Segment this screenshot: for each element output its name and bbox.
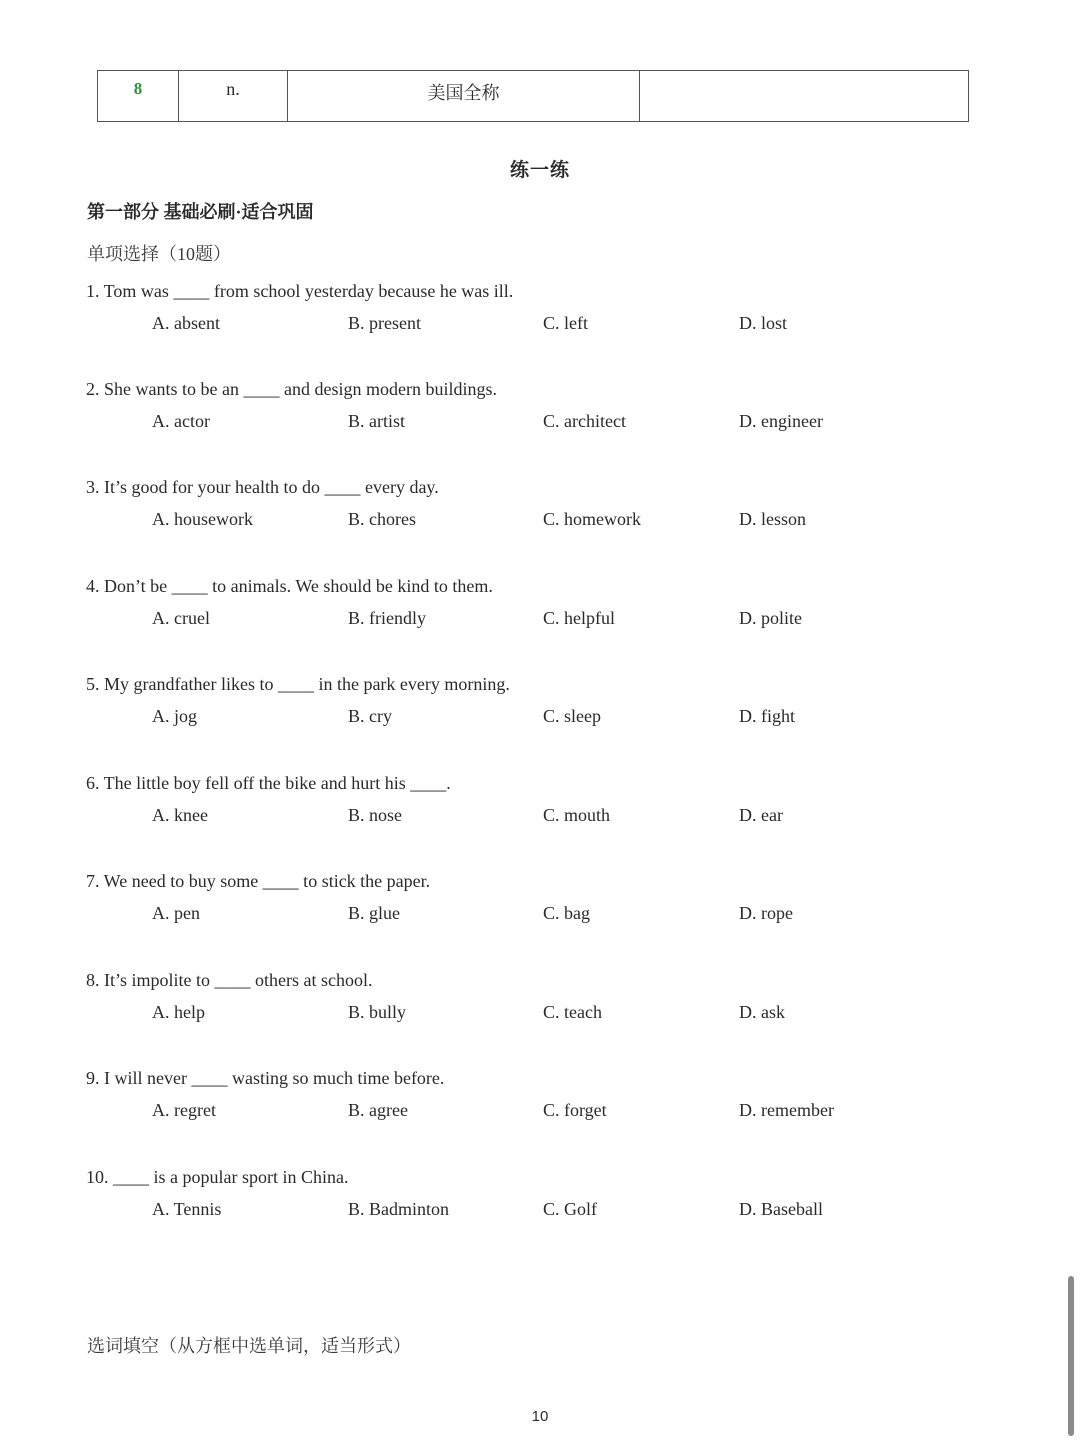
question-stem: 6. The little boy fell off the bike and hurt his ____. — [86, 773, 451, 793]
option-c: C. left — [543, 313, 588, 333]
option-b: B. chores — [348, 509, 416, 529]
question-4 — [0, 576, 1080, 646]
scrollbar[interactable] — [1068, 1276, 1074, 1436]
question-6 — [0, 773, 1080, 843]
option-c: C. bag — [543, 903, 590, 923]
description-cell: 美国全称 — [288, 71, 640, 122]
option-d: D. engineer — [739, 411, 823, 431]
question-1 — [0, 281, 1080, 351]
option-c: C. forget — [543, 1100, 607, 1120]
option-a: A. housework — [152, 509, 253, 529]
question-stem: 10. ____ is a popular sport in China. — [86, 1167, 349, 1187]
row-number: 8 — [98, 71, 179, 122]
option-d: D. lesson — [739, 509, 806, 529]
option-d: D. remember — [739, 1100, 834, 1120]
part-title: 第一部分 基础必刷·适合巩固 — [87, 202, 314, 222]
question-stem: 9. I will never ____ wasting so much time before. — [86, 1068, 445, 1088]
exercise-heading: 练一练 — [509, 160, 570, 181]
option-a: A. regret — [152, 1100, 216, 1120]
option-d: D. Baseball — [739, 1199, 823, 1219]
question-stem: 2. She wants to be an ____ and design modern buildings. — [86, 379, 497, 399]
table-row — [98, 71, 969, 122]
answer-cell — [640, 71, 969, 122]
option-d: D. polite — [739, 608, 802, 628]
vocabulary-table — [97, 70, 969, 122]
option-b: B. nose — [348, 805, 402, 825]
question-stem: 8. It’s impolite to ____ others at school. — [86, 970, 373, 990]
question-10 — [0, 1167, 1080, 1237]
option-a: A. help — [152, 1002, 205, 1022]
section-label-fill-in: 选词填空（从方框中选单词，适当形式） — [87, 1336, 411, 1356]
option-b: B. present — [348, 313, 421, 333]
question-3 — [0, 477, 1080, 547]
option-b: B. bully — [348, 1002, 407, 1022]
option-d: D. ask — [739, 1002, 785, 1022]
page-number: 10 — [531, 1408, 549, 1425]
question-9 — [0, 1068, 1080, 1138]
option-b: B. glue — [348, 903, 400, 923]
option-b: B. agree — [348, 1100, 408, 1120]
option-b: B. Badminton — [348, 1199, 450, 1219]
question-stem: 3. It’s good for your health to do ____ every day. — [86, 477, 439, 497]
question-7 — [0, 871, 1080, 941]
part-of-speech-cell: n. — [179, 71, 288, 122]
question-stem: 4. Don’t be ____ to animals. We should be kind to them. — [86, 576, 493, 596]
option-c: C. sleep — [543, 706, 601, 726]
section-label-multiple-choice: 单项选择（10题） — [87, 244, 231, 264]
option-d: D. rope — [739, 903, 793, 923]
option-a: A. knee — [152, 805, 208, 825]
option-c: C. helpful — [543, 608, 615, 628]
option-c: C. mouth — [543, 805, 611, 825]
option-b: B. artist — [348, 411, 405, 431]
question-stem: 1. Tom was ____ from school yesterday because he was ill. — [86, 281, 514, 301]
question-8 — [0, 970, 1080, 1040]
option-b: B. cry — [348, 706, 392, 726]
option-a: A. cruel — [152, 608, 210, 628]
option-a: A. pen — [152, 903, 200, 923]
option-b: B. friendly — [348, 608, 426, 628]
option-a: A. absent — [152, 313, 220, 333]
option-a: A. actor — [152, 411, 210, 431]
option-a: A. jog — [152, 706, 197, 726]
question-stem: 5. My grandfather likes to ____ in the park every morning. — [86, 674, 510, 694]
option-c: C. teach — [543, 1002, 602, 1022]
option-c: C. architect — [543, 411, 626, 431]
option-d: D. fight — [739, 706, 795, 726]
question-2 — [0, 379, 1080, 449]
question-stem: 7. We need to buy some ____ to stick the paper. — [86, 871, 431, 891]
question-5 — [0, 674, 1080, 744]
option-a: A. Tennis — [152, 1199, 222, 1219]
option-d: D. ear — [739, 805, 783, 825]
option-c: C. Golf — [543, 1199, 597, 1219]
option-d: D. lost — [739, 313, 788, 333]
option-c: C. homework — [543, 509, 641, 529]
